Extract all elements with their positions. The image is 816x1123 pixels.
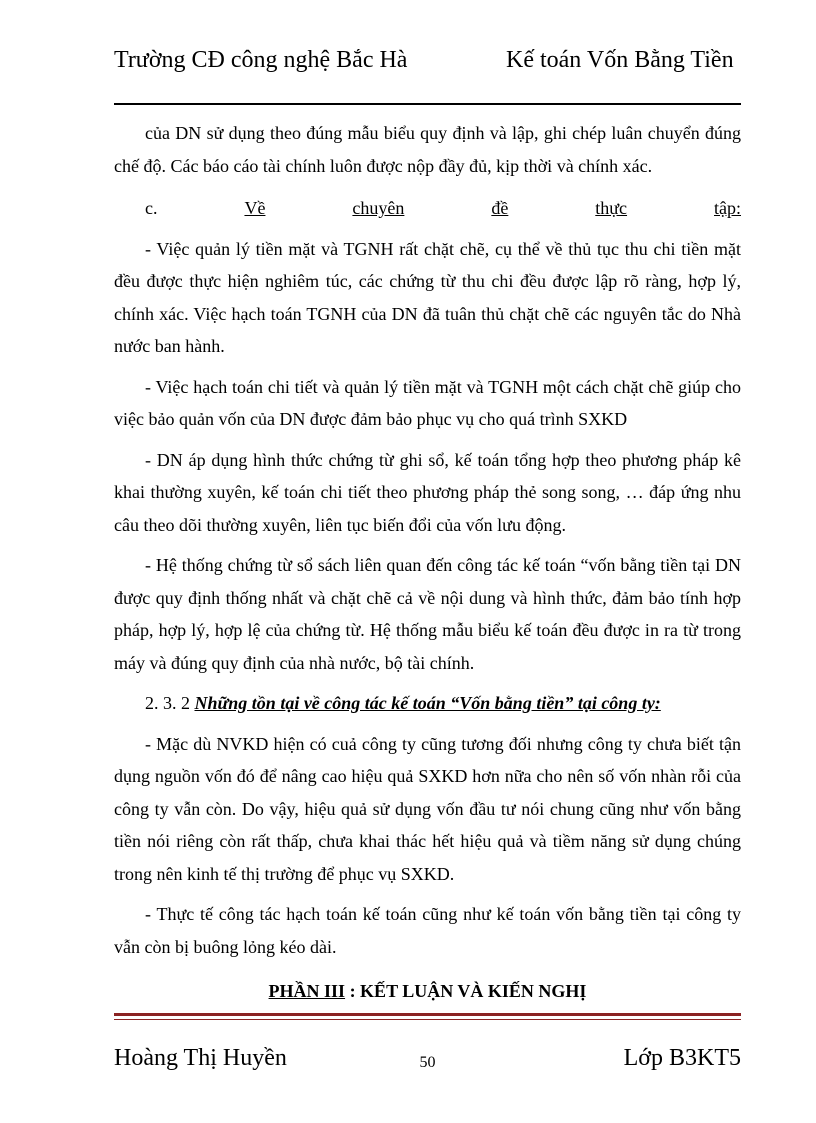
document-body [114,117,741,1008]
header-subject: Kế toán Vốn Bằng Tiền [506,47,734,73]
footer-author: Hoàng Thị Huyền [114,1045,287,1071]
section-c-word: tập: [714,198,741,218]
paragraph: của DN sử dụng theo đúng mẫu biểu quy định và lập, ghi chép luân chuyển đúng chế độ. Các báo cáo tài chính luôn được nộp đầy đủ, kịp thời và chính xác. [114,123,741,176]
page-footer [114,1045,741,1075]
paragraph: - Mặc dù NVKD hiện có cuả công ty cũng tương đối nhưng công ty chưa biết tận dụng nguồn vốn đó để nâng cao hiệu quả SXKD hơn nữa cho nên số vốn nhàn rỗi của công ty vẫn còn. Do vậy, hiệu quả sử dụng vốn đầu tư nói chung cũng như vốn bằng tiền nói riêng còn rất thấp, chưa khai thác hết hiệu quả và tiềm năng sử dụng chúng trong nên kinh tế thị trường để phục vụ SXKD. [114,733,741,884]
section-c-word: Về [244,198,266,218]
section-c-heading [114,192,741,225]
part-title: : KẾT LUẬN VÀ KIẾN NGHỊ [349,981,587,1001]
paragraph: - DN áp dụng hình thức chứng từ ghi sổ, kế toán tổng hợp theo phương pháp kê khai thường xuyên, kế toán chi tiết theo phương pháp thẻ song song, … đáp ứng nhu câu theo dõi thường xuyên, liên tục biến đổi của vốn lưu động. [114,449,741,535]
page-number: 50 [419,1054,436,1071]
section-c-letter: c. [145,198,158,218]
paragraph: - Việc hạch toán chi tiết và quản lý tiền mặt và TGNH một cách chặt chẽ giúp cho việc bảo quản vốn của DN được đảm bảo phục vụ cho quá trình SXKD [114,376,741,429]
subsection-title: Những tồn tại về công tác kế toán “Vốn bằng tiền” tại công ty: [194,693,661,713]
header-divider [114,103,741,105]
header-school: Trường CĐ công nghệ Bắc Hà [114,47,408,73]
paragraph: - Hệ thống chứng từ sổ sách liên quan đến công tác kế toán “vốn bằng tiền tại DN được quy định thống nhất và chặt chẽ cả về nội dung và hình thức, đảm bảo tính hợp pháp, hợp lý, hợp lệ của chứng từ. Hệ thống mẫu biểu kế toán đều được in ra từ trong máy và đúng quy định của nhà nước, bộ tài chính. [114,555,741,673]
part-label: PHẦN III [268,981,346,1001]
section-c-word: đề [491,198,509,218]
section-c-word: chuyên [352,198,405,218]
footer-class: Lớp B3KT5 [623,1045,741,1071]
part-heading [114,975,741,1008]
section-c-word: thực [595,198,628,218]
paragraph: - Thực tế công tác hạch toán kế toán cũng như kế toán vốn bằng tiền tại công ty vẫn còn bị buông lỏng kéo dài. [114,904,741,957]
footer-divider-thin [114,1019,741,1020]
footer-divider-thick [114,1013,741,1016]
subsection-number: 2. 3. 2 [145,693,190,713]
paragraph: - Việc quản lý tiền mặt và TGNH rất chặt chẽ, cụ thể về thủ tục thu chi tiền mặt đều được thực hiện nghiêm túc, các chứng từ thu chi đều được lập rõ ràng, hợp lý, chính xác. Việc hạch toán TGNH của DN đã tuân thủ chặt chẽ các nguyên tắc do Nhà nước ban hành. [114,238,741,356]
subsection-heading [114,687,741,720]
